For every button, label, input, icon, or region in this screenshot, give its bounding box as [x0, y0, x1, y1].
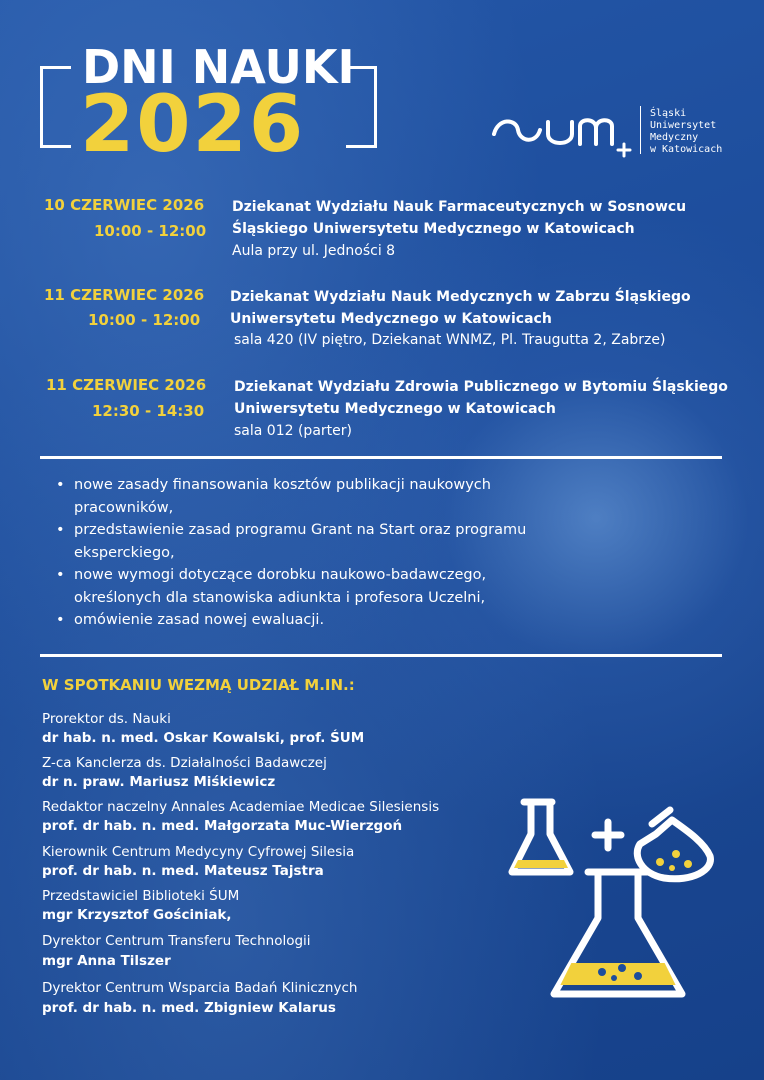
logo-divider	[640, 106, 641, 154]
event-time: 10:00 - 12:00	[88, 311, 201, 329]
participant-name: dr hab. n. med. Oskar Kowalski, prof. ŚUM	[42, 730, 365, 746]
event-organizer-line: Dziekanat Wydziału Nauk Farmaceutycznych w Sosnowcu	[232, 199, 687, 215]
event-organizer	[232, 196, 686, 240]
list-item	[56, 609, 616, 632]
participant-role: Dyrektor Centrum Transferu Technologii	[42, 933, 311, 949]
participant-name: mgr Anna Tilszer	[42, 953, 171, 969]
participant-name: prof. dr hab. n. med. Zbigniew Kalarus	[42, 1000, 336, 1016]
divider	[40, 654, 722, 657]
logo-line: Medyczny	[650, 132, 699, 143]
event-organizer-line: Uniwersytetu Medycznego w Katowicach	[234, 401, 556, 417]
event-organizer-line: Dziekanat Wydziału Nauk Medycznych w Zabrzu Śląskiego	[230, 289, 691, 305]
participant-role: Prorektor ds. Nauki	[42, 711, 171, 727]
participant-name: prof. dr hab. n. med. Małgorzata Muc-Wierzgoń	[42, 818, 403, 834]
divider	[40, 456, 722, 459]
list-item-line: pracowników,	[74, 499, 174, 516]
list-item-line: określonych dla stanowiska adiunkta i profesora Uczelni,	[74, 589, 486, 606]
participant-role: Redaktor naczelny Annales Academiae Medicae Silesiensis	[42, 799, 440, 815]
page-title: DNI NAUKI	[82, 40, 355, 94]
event-place: sala 420 (IV piętro, Dziekanat WNMZ, Pl. Traugutta 2, Zabrze)	[234, 332, 666, 348]
list-item-line: • nowe wymogi dotyczące dorobku naukowo-badawczego,	[74, 567, 487, 583]
event-date: 11 CZERWIEC 2026	[46, 376, 207, 394]
event-organizer-line: Śląskiego Uniwersytetu Medycznego w Katowicach	[232, 221, 635, 237]
title-bracket-left	[40, 66, 71, 148]
event-organizer-line: Uniwersytetu Medycznego w Katowicach	[230, 311, 552, 327]
event-time: 10:00 - 12:00	[94, 222, 207, 240]
participants-heading: W SPOTKANIU WEZMĄ UDZIAŁ M.IN.:	[42, 676, 355, 694]
topics-list	[56, 474, 616, 632]
participant-role: Dyrektor Centrum Wsparcia Badań Klinicznych	[42, 980, 358, 996]
logo-line: Uniwersytet	[650, 120, 717, 131]
logo-text	[650, 108, 722, 156]
participant-role: Z-ca Kanclerza ds. Działalności Badawczej	[42, 755, 327, 771]
event-organizer	[230, 286, 691, 330]
participant-role: Kierownik Centrum Medycyny Cyfrowej Silesia	[42, 844, 355, 860]
event-organizer-line: Dziekanat Wydziału Zdrowia Publicznego w Bytomiu Śląskiego	[234, 379, 728, 395]
event-place: sala 012 (parter)	[234, 423, 352, 439]
page-title-year: 2026	[80, 80, 306, 170]
event-organizer	[234, 376, 728, 420]
list-item	[56, 564, 616, 609]
list-item	[56, 519, 616, 564]
participant-name: prof. dr hab. n. med. Mateusz Tajstra	[42, 863, 324, 879]
event-place: Aula przy ul. Jedności 8	[232, 243, 396, 259]
list-item-line: • omówienie zasad nowej ewaluacji.	[74, 612, 325, 628]
list-item	[56, 474, 616, 519]
logo-line: Śląski	[650, 108, 687, 119]
list-item-line: • nowe zasady finansowania kosztów publikacji naukowych	[74, 477, 491, 493]
participant-name: mgr Krzysztof Gościniak,	[42, 907, 232, 923]
event-date: 10 CZERWIEC 2026	[44, 196, 205, 214]
logo-line: w Katowicach	[650, 144, 723, 155]
event-date: 11 CZERWIEC 2026	[44, 286, 205, 304]
list-item-line: • przedstawienie zasad programu Grant na Start oraz programu	[74, 522, 527, 538]
lab-flask-icon	[504, 790, 730, 1010]
participant-role: Przedstawiciel Biblioteki ŚUM	[42, 888, 240, 904]
participant-name: dr n. praw. Mariusz Miśkiewicz	[42, 774, 276, 790]
event-time: 12:30 - 14:30	[92, 402, 205, 420]
list-item-line: eksperckiego,	[74, 544, 175, 561]
